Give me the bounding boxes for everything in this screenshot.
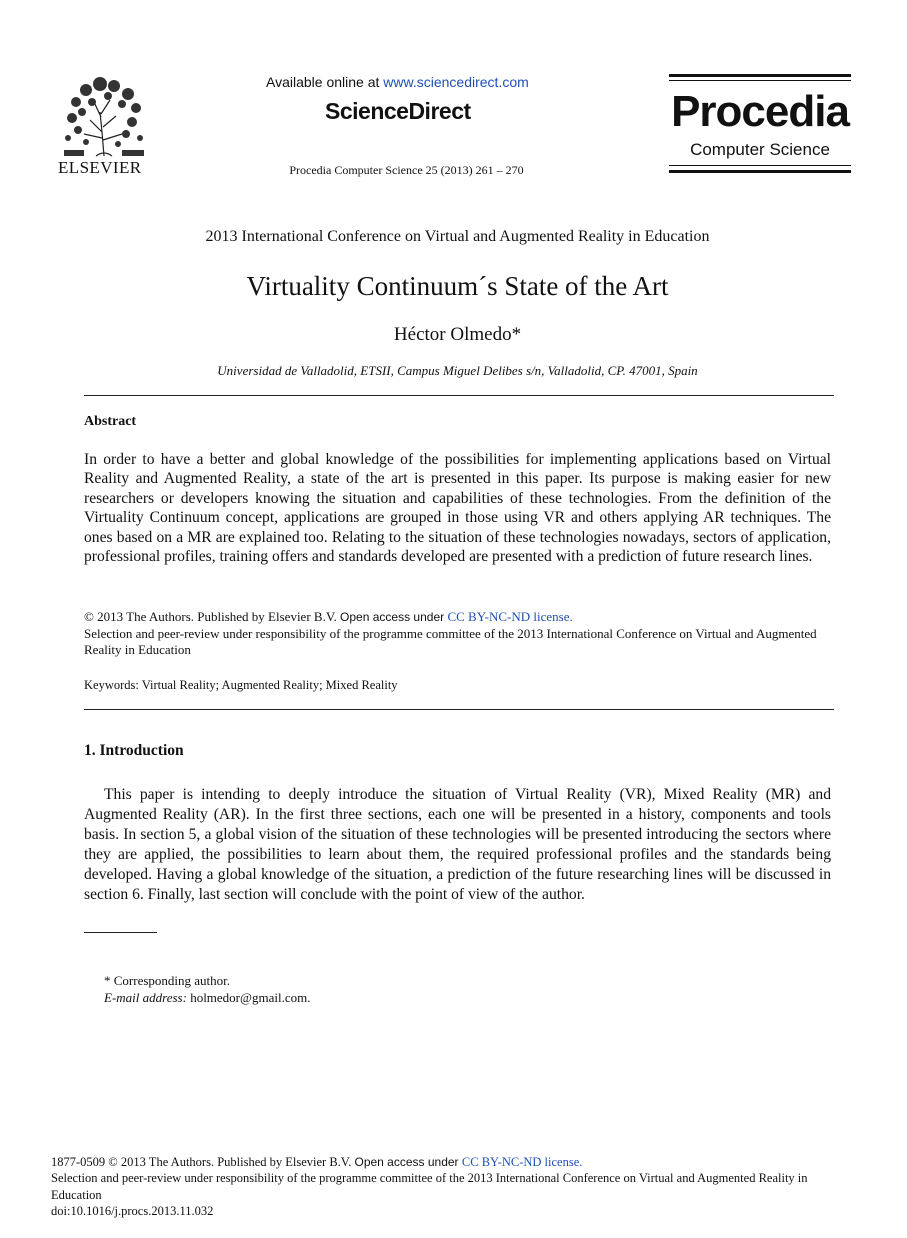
logo-rule [669, 170, 851, 173]
procedia-title: Procedia [671, 87, 849, 136]
footer-copyright: 1877-0509 © 2013 The Authors. Published by Elsevier B.V. [51, 1155, 355, 1169]
keywords: Keywords: Virtual Reality; Augmented Reality; Mixed Reality [84, 678, 398, 692]
author-name: Héctor Olmedo* [393, 324, 522, 345]
footnote-email [104, 990, 310, 1006]
divider [84, 395, 834, 396]
conference-name: 2013 International Conference on Virtual and Augmented Reality in Education [205, 228, 710, 245]
email-label: E-mail address: [104, 990, 187, 1005]
email-address[interactable]: holmedor@gmail.com. [186, 990, 311, 1005]
sciencedirect-logo: ScienceDirect [325, 98, 471, 124]
license-link[interactable]: CC BY-NC-ND license. [447, 609, 573, 624]
footnote-rule [84, 932, 157, 933]
procedia-subtitle: Computer Science [690, 140, 830, 159]
open-access-label: Open access under [340, 610, 448, 624]
divider [84, 709, 834, 710]
peer-review-text: Selection and peer-review under responsibility of the programme committee of the 2013 International Conference on Virtual and Augmented Reality in Education [84, 625, 817, 657]
sciencedirect-link[interactable]: www.sciencedirect.com [383, 74, 529, 90]
footer-license-link[interactable]: CC BY-NC-ND license. [461, 1155, 583, 1169]
footer-peer-review: Selection and peer-review under responsibility of the programme committee of the 2013 International Conference on Virtual and Augmented Reality in Education [51, 1171, 808, 1202]
logo-rule [669, 80, 851, 81]
abstract-text: In order to have a better and global knowledge of the possibilities for implementing applications based on Virtual Reality and Augmented Reality, a state of the art is presented in this paper. Its purpose is making easier for new researchers or developers knowing the situation and capabilities of these technologies. From the definition of the Virtuality Continuum concept, applications are grouped in those using VR and others applying AR techniques. The ones based on a MR are explained too. Relating to the situation of these technologies nowadays, sectors of application, professional profiles, training offers and standards developed are presented with a prediction of future research lines. [84, 451, 831, 566]
procedia-logo [669, 74, 851, 174]
paper-title: Virtuality Continuum´s State of the Art [246, 271, 669, 301]
abstract-heading: Abstract [84, 414, 137, 429]
copyright-block [84, 609, 834, 659]
introduction-paragraph: This paper is intending to deeply introduce the situation of Virtual Reality (VR), Mixed Reality (MR) and Augmented Reality (AR). In the first three sections, each one will be presented in a history, components and tools basis. In section 5, a global vision of the situation of these technologies will be presented introducing the sectors where they are applied, the possibilities to learn about them, the required professional profiles and the standards being developed. Having a global knowledge of the situation, a prediction of the future researching lines will be discussed in section 6. Finally, last section will conclude with the point of view of the author. [84, 786, 831, 904]
footer-doi[interactable]: doi:10.1016/j.procs.2013.11.032 [51, 1203, 214, 1218]
available-online-label: Available online at [266, 74, 384, 90]
copyright-text: © 2013 The Authors. Published by Elsevier B.V. [84, 609, 341, 624]
footer-open-access: Open access under [354, 1155, 462, 1169]
logo-rule [669, 165, 851, 166]
journal-citation: Procedia Computer Science 25 (2013) 261 – 270 [289, 163, 524, 177]
page-footer [51, 1154, 851, 1219]
logo-rule [669, 74, 851, 77]
available-online-line [266, 74, 529, 90]
section-heading: 1. Introduction [84, 742, 184, 759]
footnote-corresponding: * Corresponding author. [104, 973, 231, 988]
author-affiliation: Universidad de Valladolid, ETSII, Campus Miguel Delibes s/n, Valladolid, CP. 47001, Spain [217, 363, 698, 378]
elsevier-wordmark: ELSEVIER [58, 158, 142, 177]
